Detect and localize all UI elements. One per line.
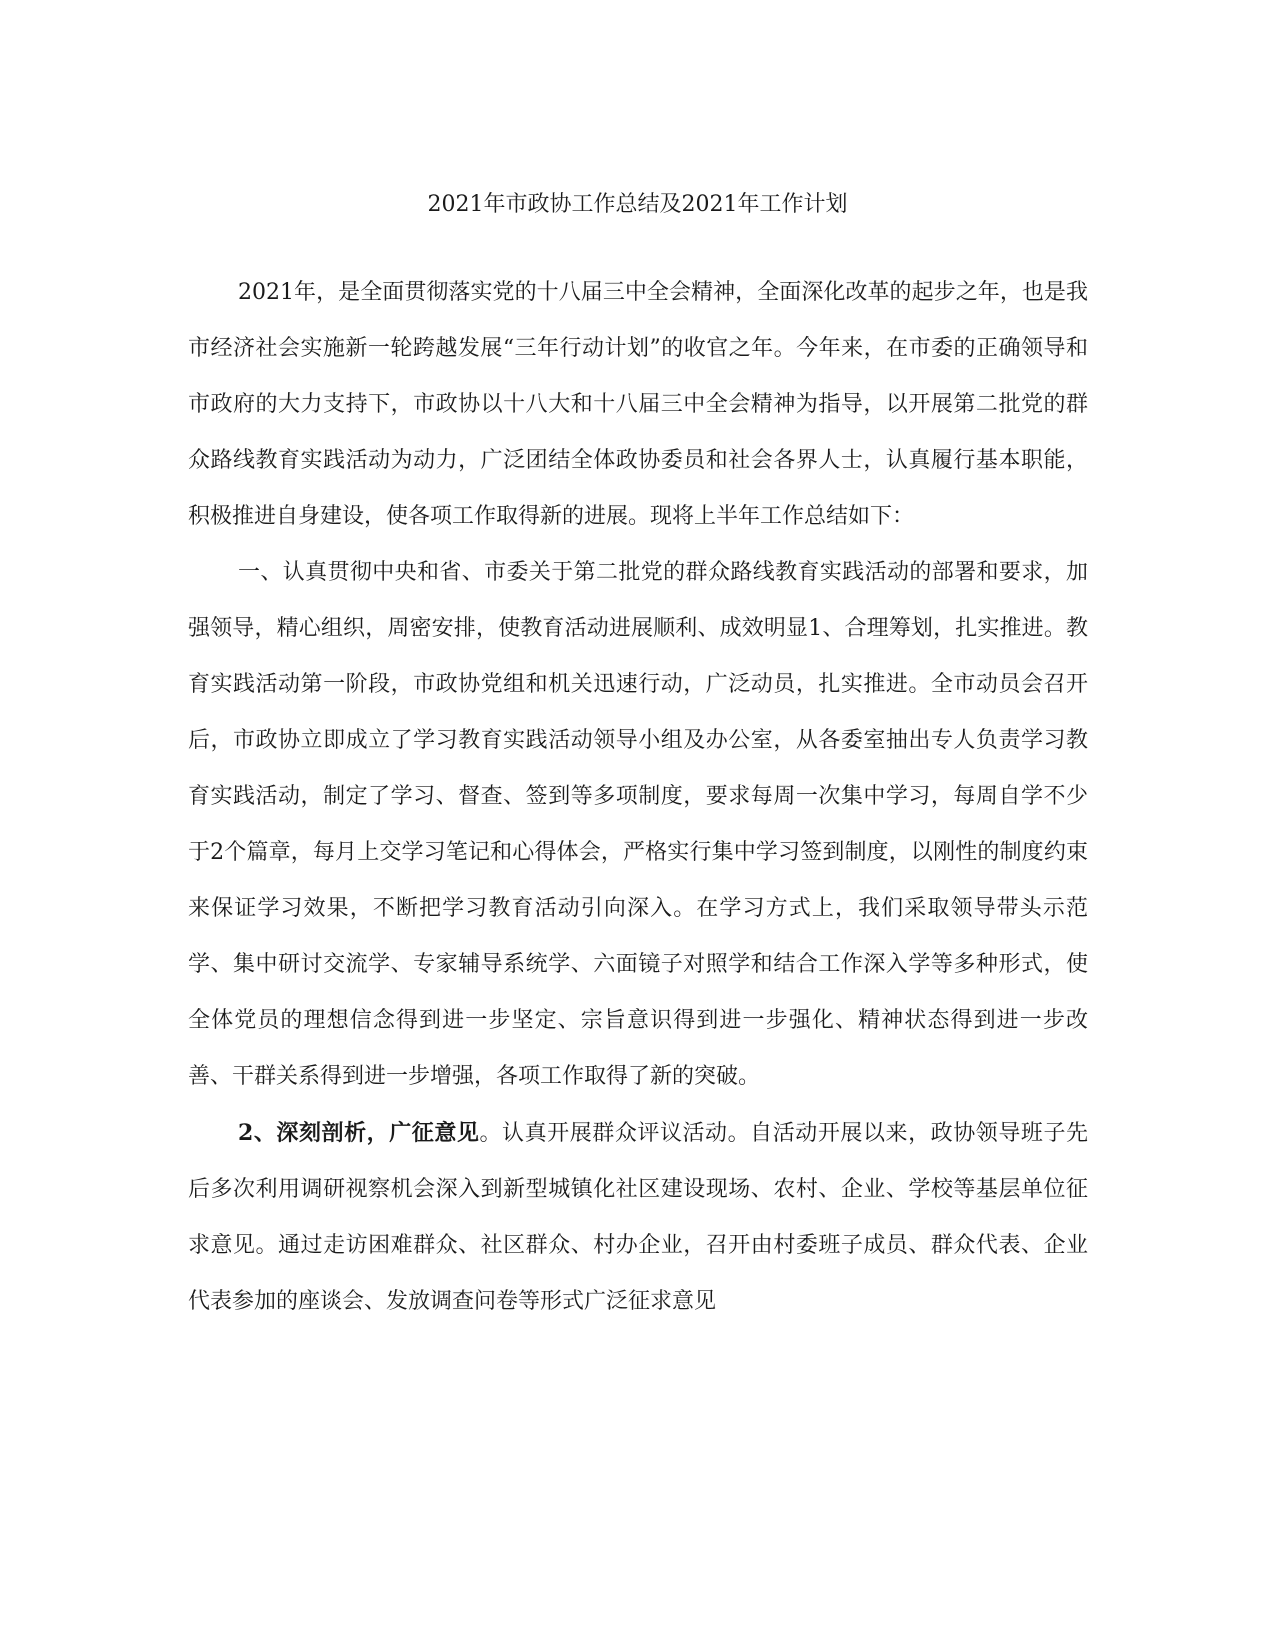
document-title: 2021年市政协工作总结及2021年工作计划	[427, 192, 848, 217]
paragraph-section-1: 一、认真贯彻中央和省、市委关于第二批党的群众路线教育实践活动的部署和要求，加强领导，精心组织，周密安排，使教育活动进展顺利、成效明显1、合理筹划，扎实推进。教育实践活动第一阶段，市政协党组和机关迅速行动，广泛动员，扎实推进。全市动员会召开后，市政协立即成立了学习教育实践活动领导小组及办公室，从各委室抽出专人负责学习教育实践活动，制定了学习、督查、签到等多项制度，要求每周一次集中学习，每周自学不少于2个篇章，每月上交学习笔记和心得体会，严格实行集中学习签到制度，以刚性的制度约束来保证学习效果，不断把学习教育活动引向深入。在学习方式上，我们采取领导带头示范学、集中研讨交流学、专家辅导系统学、六面镜子对照学和结合工作深入学等多种形式，使全体党员的理想信念得到进一步坚定、宗旨意识得到进一步强化、精神状态得到进一步改善、干群关系得到进一步增强，各项工作取得了新的突破。	[188, 560, 1088, 1089]
document-body	[188, 265, 1088, 1330]
paragraph-intro: 2021年，是全面贯彻落实党的十八届三中全会精神，全面深化改革的起步之年，也是我市经济社会实施新一轮跨越发展“三年行动计划”的收官之年。今年来，在市委的正确领导和市政府的大力支持下，市政协以十八大和十八届三中全会精神为指导，以开展第二批党的群众路线教育实践活动为动力，广泛团结全体政协委员和社会各界人士，认真履行基本职能，积极推进自身建设，使各项工作取得新的进展。现将上半年工作总结如下：	[188, 280, 1088, 529]
paragraph-section-2	[188, 1105, 1088, 1330]
paragraph-section-2-heading: 2、深刻剖析，广征意见	[238, 1120, 480, 1146]
paragraph-section-2-text: 。认真开展群众评议活动。自活动开展以来，政协领导班子先后多次利用调研视察机会深入到新型城镇化社区建设现场、农村、企业、学校等基层单位征求意见。通过走访困难群众、社区群众、村办企业，召开由村委班子成员、群众代表、企业代表参加的座谈会、发放调查问卷等形式广泛征求意见	[188, 1121, 1088, 1314]
